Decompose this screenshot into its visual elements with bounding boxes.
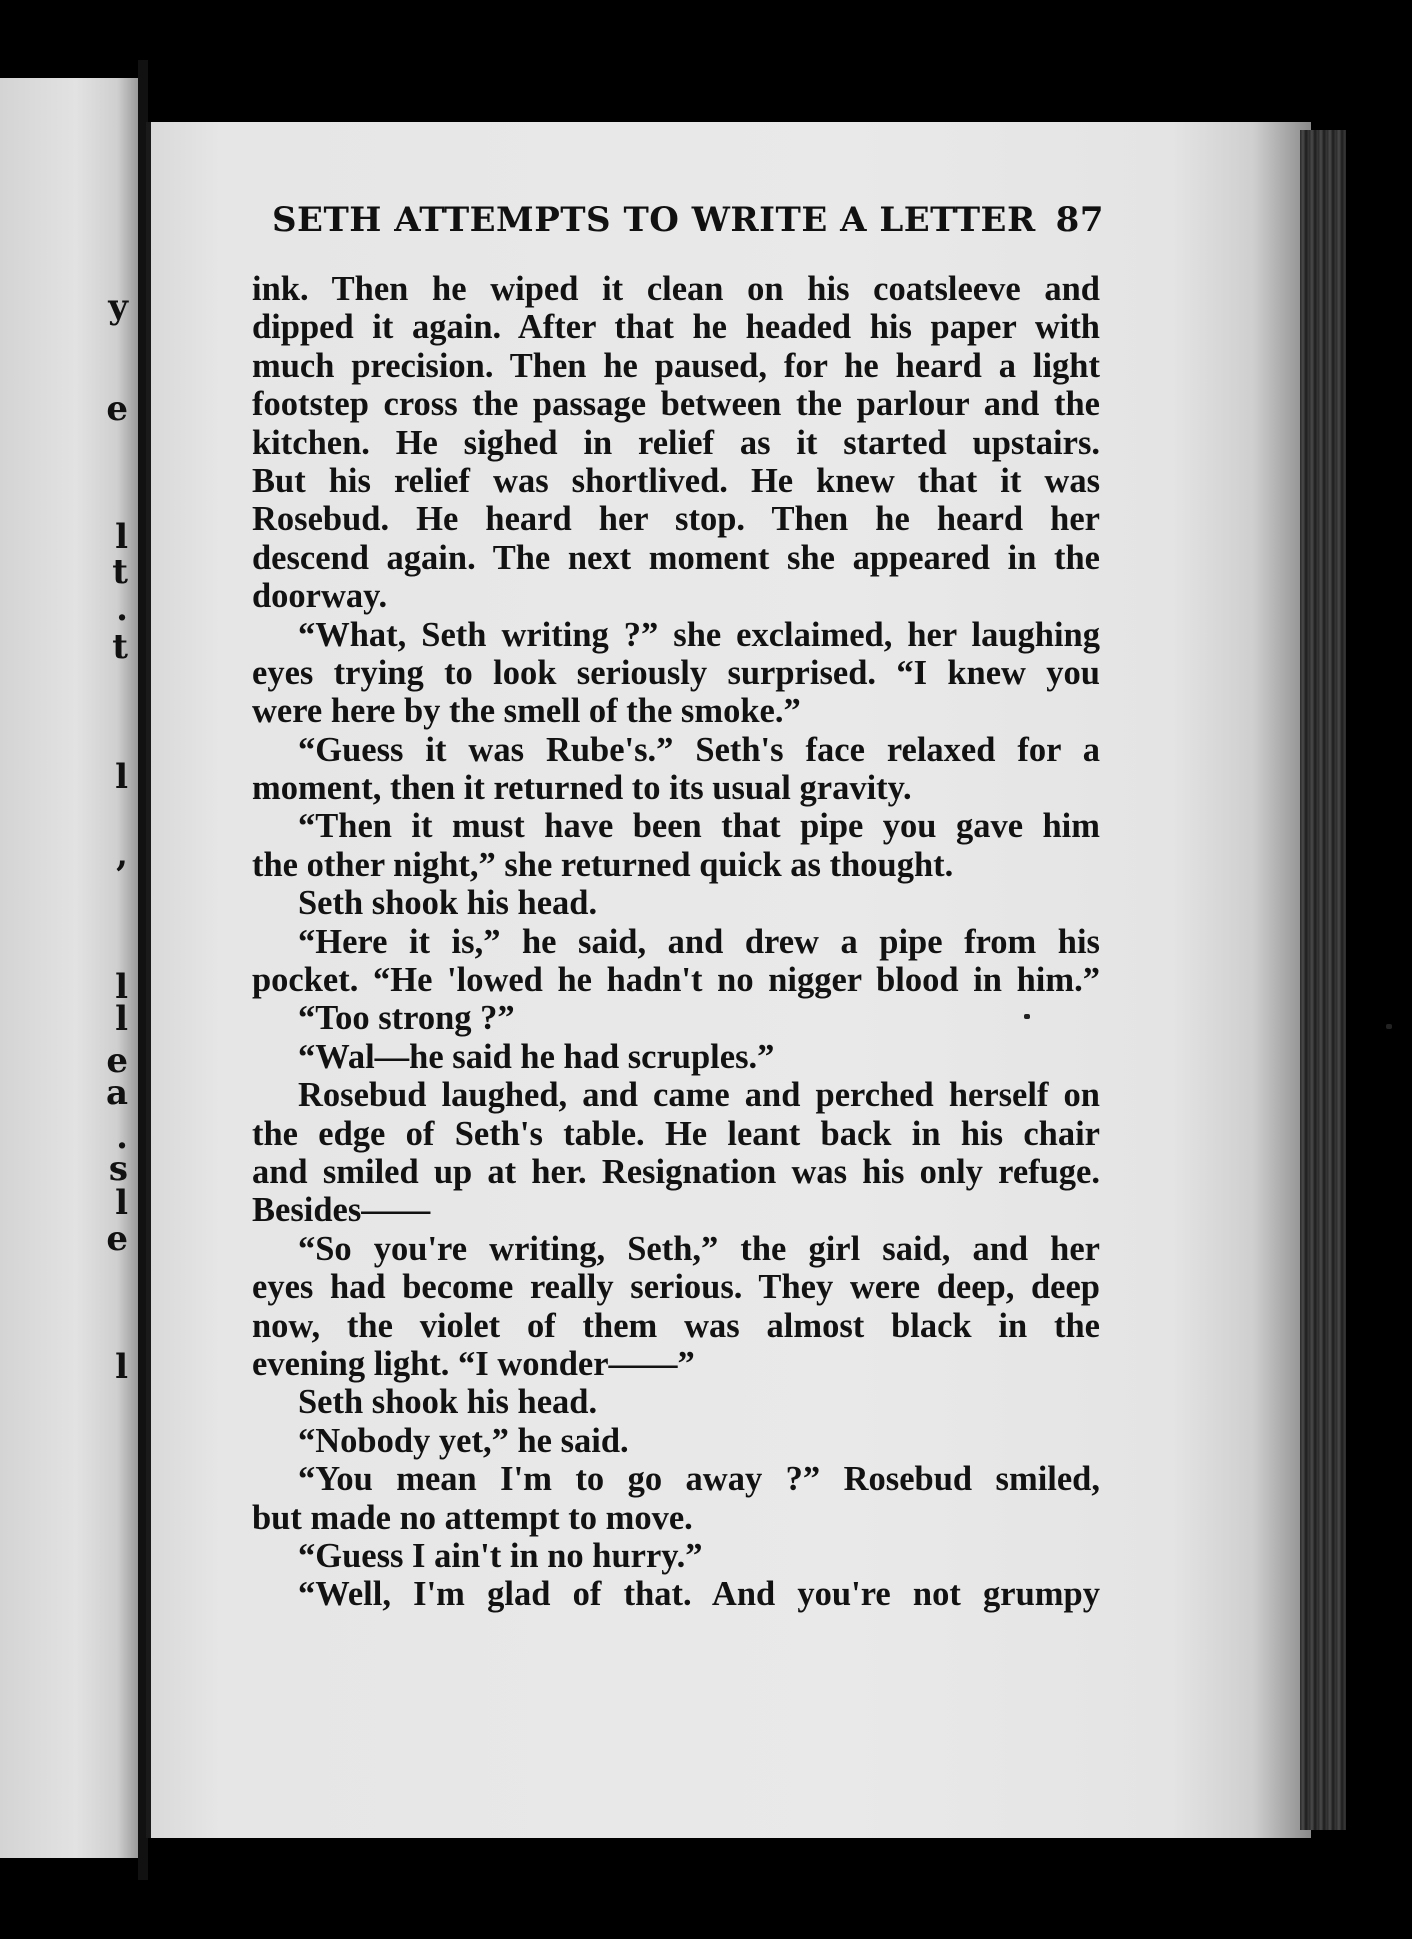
- facing-page-fragment: e: [106, 1219, 128, 1259]
- page-number: 87: [1055, 200, 1104, 240]
- facing-page-fragment: .: [116, 589, 128, 629]
- text-line: “You mean I'm to go away ?” Rosebud smiled,: [298, 1460, 1100, 1499]
- facing-page-fragment: e: [106, 1041, 128, 1081]
- facing-page-fragment: l: [115, 517, 128, 557]
- facing-page-fragment: l: [115, 757, 128, 797]
- body-text: [252, 270, 1100, 1614]
- page-edge-shadow: [1300, 130, 1346, 1830]
- facing-page-fragment: l: [115, 1183, 128, 1223]
- facing-page-fragment: a: [105, 1073, 128, 1113]
- facing-page-fragment: l: [115, 1347, 128, 1387]
- text-line: Seth shook his head.: [298, 884, 598, 923]
- text-line: Rosebud laughed, and came and perched herself on: [298, 1076, 1100, 1115]
- dust-speck: [1024, 1014, 1030, 1019]
- facing-page-fragment: l: [115, 967, 128, 1007]
- text-line: the other night,” she returned quick as thought.: [252, 845, 954, 884]
- text-line: kitchen. He sighed in relief as it started upstairs.: [252, 423, 1100, 462]
- text-line: Besides——: [252, 1191, 431, 1230]
- running-header: [272, 200, 1104, 240]
- text-line: dipped it again. After that he headed his paper with: [252, 308, 1100, 347]
- facing-page-fragment: y: [108, 287, 128, 327]
- facing-page-fragment: s: [108, 1149, 128, 1189]
- text-line: eyes had become really serious. They were deep, deep: [252, 1268, 1100, 1307]
- text-line: “Guess it was Rube's.” Seth's face relaxed for a: [298, 730, 1100, 769]
- facing-page-fragment: l: [115, 999, 128, 1039]
- text-line: evening light. “I wonder——”: [252, 1344, 695, 1383]
- text-line: doorway.: [252, 577, 388, 616]
- text-line: pocket. “He 'lowed he hadn't no nigger blood in him.”: [252, 961, 1100, 1000]
- text-line: But his relief was shortlived. He knew that it was: [252, 461, 1100, 500]
- text-line: were here by the smell of the smoke.”: [252, 692, 801, 731]
- text-line: and smiled up at her. Resignation was his only refuge.: [252, 1152, 1100, 1191]
- facing-page-fragment: t: [112, 627, 128, 667]
- text-line: the edge of Seth's table. He leant back in his chair: [252, 1114, 1100, 1153]
- text-line: “So you're writing, Seth,” the girl said, and her: [298, 1229, 1100, 1268]
- text-line: eyes trying to look seriously surprised. “I knew you: [252, 653, 1100, 692]
- text-line: Rosebud. He heard her stop. Then he heard her: [252, 500, 1100, 539]
- dust-speck: [1386, 1024, 1392, 1029]
- text-line: “What, Seth writing ?” she exclaimed, her laughing: [298, 615, 1100, 654]
- facing-page-fragment: t: [112, 552, 128, 592]
- text-line: moment, then it returned to its usual gravity.: [252, 769, 912, 808]
- text-line: Seth shook his head.: [298, 1383, 598, 1422]
- text-line: now, the violet of them was almost black in the: [252, 1306, 1100, 1345]
- text-line: “Guess I ain't in no hurry.”: [298, 1536, 703, 1575]
- text-line: but made no attempt to move.: [252, 1498, 693, 1537]
- text-line: “Too strong ?”: [298, 999, 515, 1038]
- text-line: “Well, I'm glad of that. And you're not grumpy: [298, 1575, 1100, 1614]
- left-facing-page: [0, 78, 138, 1858]
- text-line: descend again. The next moment she appeared in the: [252, 538, 1100, 577]
- facing-page-fragment: .: [116, 1117, 128, 1157]
- text-line: “Nobody yet,” he said.: [298, 1421, 629, 1460]
- text-line: “Here it is,” he said, and drew a pipe from his: [298, 922, 1100, 961]
- text-line: much precision. Then he paused, for he heard a light: [252, 346, 1100, 385]
- text-line: footstep cross the passage between the parlour and the: [252, 385, 1100, 424]
- text-line: “Then it must have been that pipe you gave him: [298, 807, 1100, 846]
- facing-page-fragment: e: [106, 389, 128, 429]
- chapter-title: SETH ATTEMPTS TO WRITE A LETTER: [272, 200, 1036, 240]
- facing-page-fragment: ,: [116, 835, 128, 875]
- text-line: ink. Then he wiped it clean on his coatsleeve and: [252, 270, 1100, 308]
- text-line: “Wal—he said he had scruples.”: [298, 1037, 775, 1076]
